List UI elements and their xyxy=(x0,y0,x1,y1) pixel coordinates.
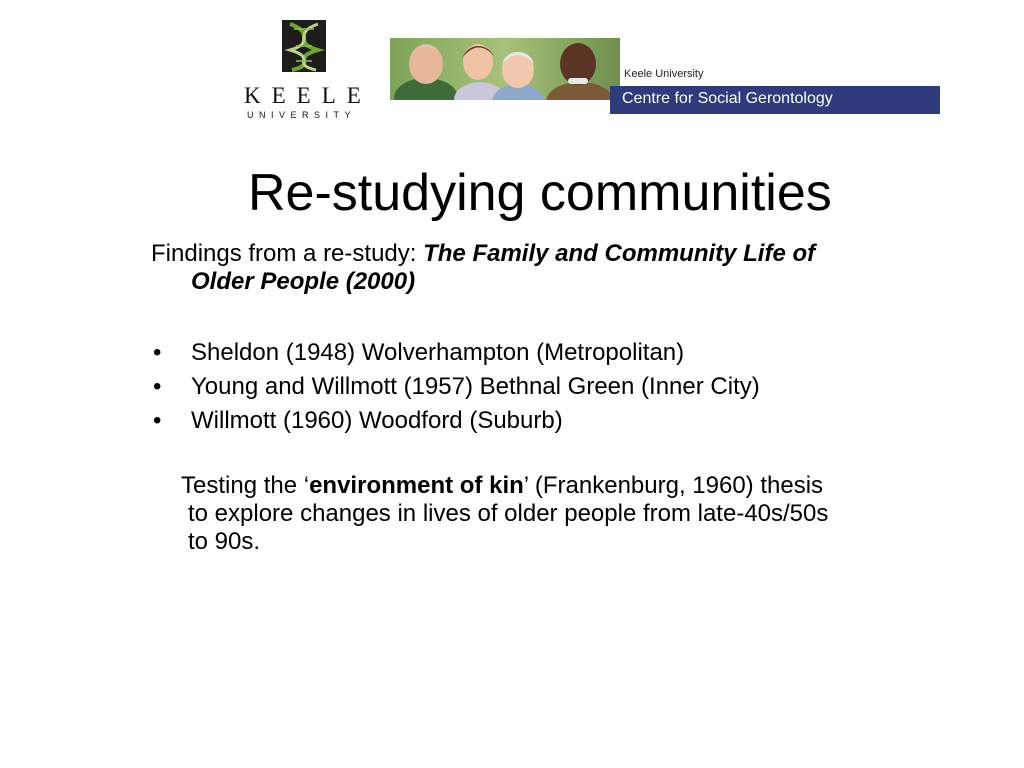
list-item xyxy=(151,336,971,370)
study-title-line1: The Family and Community Life of xyxy=(423,240,816,267)
centre-university-label: Keele University xyxy=(624,68,704,80)
list-item-text: Young and Willmott (1957) Bethnal Green (Inner City) xyxy=(191,373,760,400)
centre-banner xyxy=(610,86,940,114)
list-item-text: Sheldon (1948) Wolverhampton (Metropolitan) xyxy=(191,339,685,366)
bullet-marker: • xyxy=(153,373,162,400)
dna-helix-icon xyxy=(282,20,326,72)
testing-pre: Testing the ‘ xyxy=(181,472,310,499)
list-item xyxy=(151,370,971,404)
older-people-photo xyxy=(390,38,620,100)
study-title-line2: Older People (2000) xyxy=(191,268,416,295)
bullet-marker: • xyxy=(153,339,162,366)
environment-of-kin: environment of kin xyxy=(309,472,524,499)
studies-list xyxy=(151,336,971,438)
testing-line1 xyxy=(151,472,971,500)
findings-paragraph xyxy=(151,240,981,296)
testing-line2: to explore changes in lives of older people from late-40s/50s xyxy=(188,500,829,527)
keele-university-logo xyxy=(238,20,370,120)
testing-line3: to 90s. xyxy=(188,528,261,555)
testing-paragraph xyxy=(151,472,971,556)
centre-name: Centre for Social Gerontology xyxy=(622,90,833,107)
slide-title: Re-studying communities xyxy=(248,164,832,222)
testing-post: ’ (Frankenburg, 1960) thesis xyxy=(523,472,824,499)
logo-subtitle: UNIVERSITY xyxy=(247,110,357,120)
findings-prefix: Findings from a re-study: xyxy=(151,240,424,267)
list-item xyxy=(151,404,971,438)
logo-wordmark: KEELE xyxy=(244,83,372,108)
list-item-text: Willmott (1960) Woodford (Suburb) xyxy=(191,407,563,434)
bullet-marker: • xyxy=(153,407,162,434)
